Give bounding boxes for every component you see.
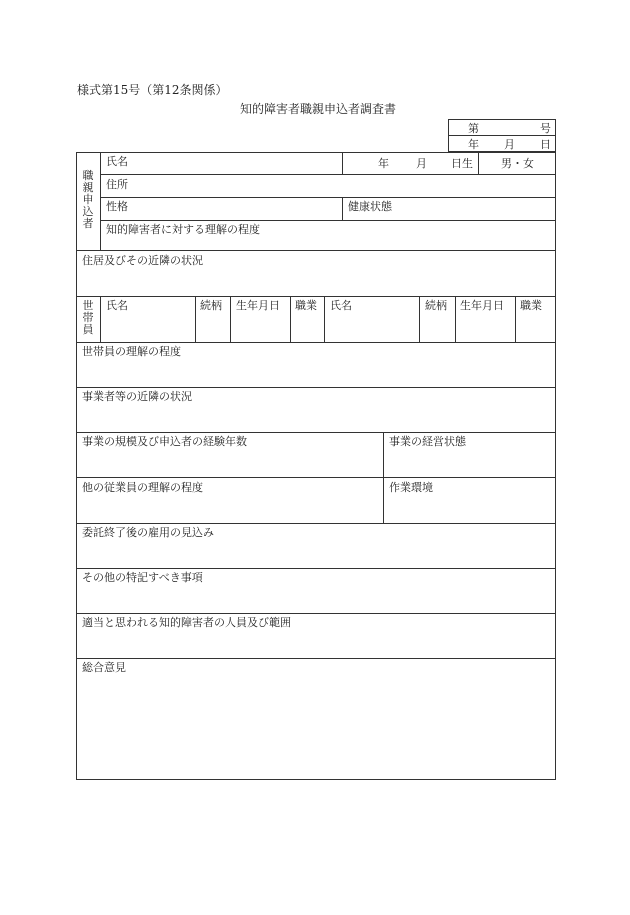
number-dai: 第 bbox=[468, 122, 479, 135]
household-birthdate-header-2: 生年月日 bbox=[460, 299, 504, 312]
household-name-header-1: 氏名 bbox=[106, 299, 128, 312]
employee-understanding-label: 他の従業員の理解の程度 bbox=[82, 481, 203, 494]
dob-day-label: 日生 bbox=[451, 157, 473, 170]
household-relation-header-2: 続柄 bbox=[425, 299, 447, 312]
health-label: 健康状態 bbox=[348, 200, 392, 213]
household-occupation-header-1: 職業 bbox=[295, 299, 317, 312]
main-form-table bbox=[76, 152, 556, 780]
work-environment-label: 作業環境 bbox=[389, 481, 433, 494]
date-month: 月 bbox=[504, 138, 515, 151]
number-go: 号 bbox=[540, 122, 551, 135]
business-management-label: 事業の経営状態 bbox=[389, 435, 466, 448]
sex-label: 男・女 bbox=[501, 157, 534, 170]
employment-prospect-label: 委託終了後の雇用の見込み bbox=[82, 526, 214, 539]
understanding-label: 知的障害者に対する理解の程度 bbox=[106, 223, 260, 236]
household-relation-header-1: 続柄 bbox=[200, 299, 222, 312]
form-number: 様式第15号（第12条関係） bbox=[77, 83, 228, 97]
date-day: 日 bbox=[540, 138, 551, 151]
dob-year-label: 年 bbox=[378, 157, 389, 170]
date-year: 年 bbox=[468, 138, 479, 151]
dob-month-label: 月 bbox=[416, 157, 427, 170]
household-occupation-header-2: 職業 bbox=[520, 299, 542, 312]
business-neighbors-label: 事業者等の近隣の状況 bbox=[82, 390, 192, 403]
overall-opinion-label: 総合意見 bbox=[82, 661, 126, 674]
applicant-name-label: 氏名 bbox=[106, 155, 128, 168]
residence-label: 住居及びその近隣の状況 bbox=[82, 254, 203, 267]
applicant-section-label: 職親申込者 bbox=[82, 169, 94, 230]
business-scale-label: 事業の規模及び申込者の経験年数 bbox=[82, 435, 247, 448]
suitable-persons-label: 適当と思われる知的障害者の人員及び範囲 bbox=[82, 616, 291, 629]
household-understanding-label: 世帯員の理解の程度 bbox=[82, 345, 181, 358]
address-label: 住所 bbox=[106, 178, 128, 191]
household-birthdate-header-1: 生年月日 bbox=[236, 299, 280, 312]
other-notes-label: その他の特記すべき事項 bbox=[82, 571, 203, 584]
personality-label: 性格 bbox=[106, 200, 128, 213]
page-title: 知的障害者職親申込者調査書 bbox=[240, 102, 397, 116]
household-name-header-2: 氏名 bbox=[330, 299, 352, 312]
household-section-label: 世帯員 bbox=[82, 299, 94, 336]
